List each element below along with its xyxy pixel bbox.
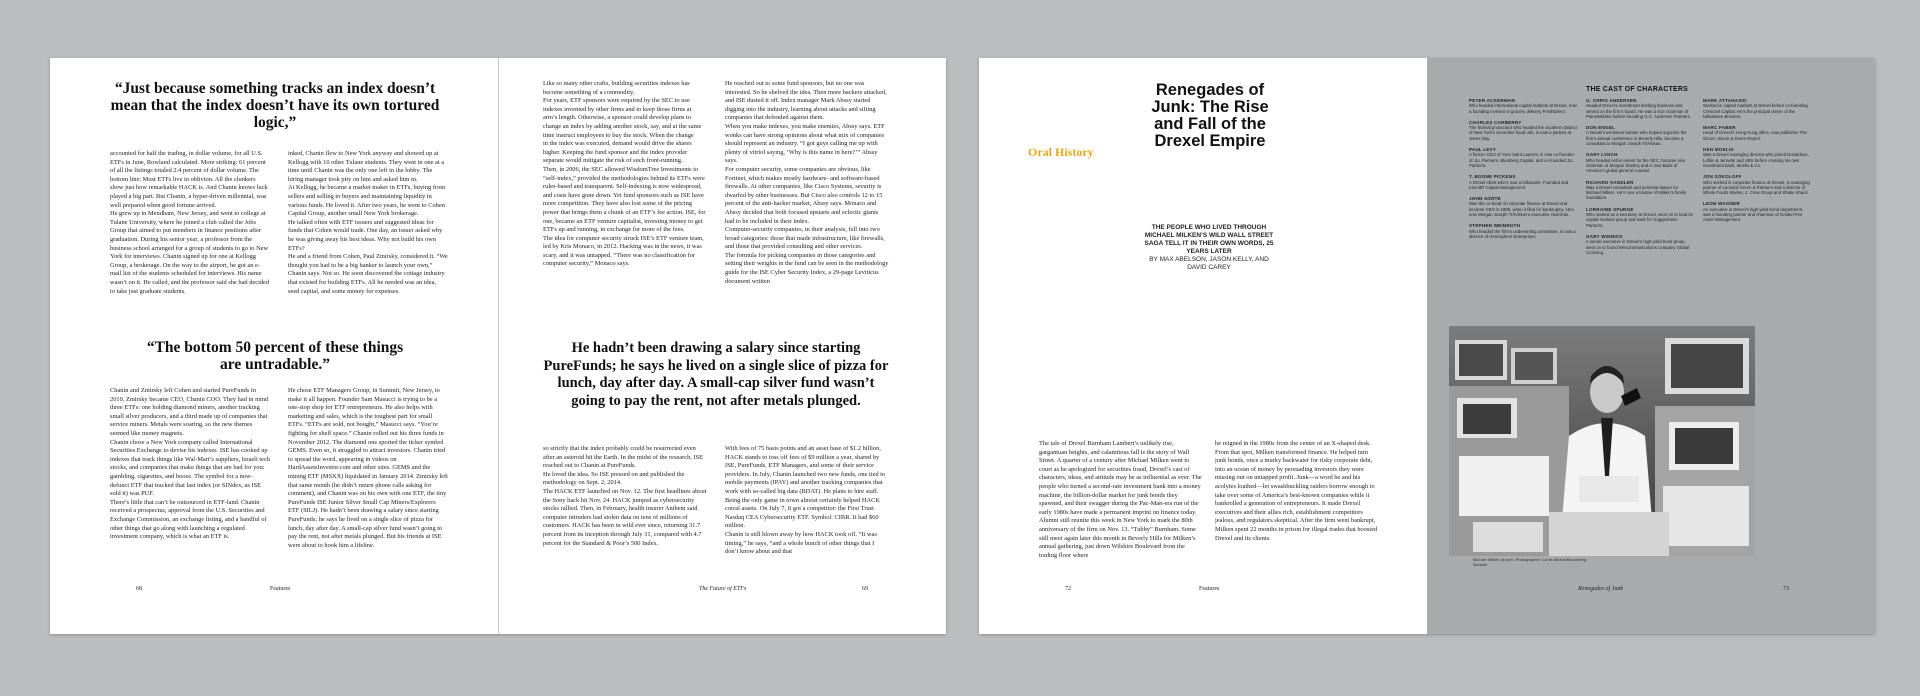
page-68 bbox=[50, 58, 498, 634]
body-column-2-top: inked, Chanin flew to New York anyway and showed up at Kellogg with 10 other Tulane students. They went in one at a time until Chanin was the only one left in the lobby. The hiring manager took pity on him and asked him in. At Kellogg, he became a market maker in ETFs, buying from sellers and selling to buyers and maintaining liquidity in various funds. He loved it. After two years, he went to Cohen Capital Group, another small New York brokerage. He talked often with ETF issuers and suggested ideas for funds that Cohen would trade. One day, an issuer asked why he was giving away his best ideas. Why not build his own ETFs? He and a friend from Cohen, Paul Zmirsky, considered it. “We thought you had to be a big banker to launch your own,” Chanin says. Not so. He soon discovered the cottage industry that existed for building ETFs. All he needed was an idea, seed capital, and some money for expenses. bbox=[288, 150, 448, 295]
pull-quote-untradable: “The bottom 50 percent of these things are untradable.” bbox=[146, 339, 404, 373]
cast-entry: MARC FABER Head of Drexel’s Hong Kong office, now publishes The Gloom, Boom & Doom Report. bbox=[1703, 125, 1807, 141]
cast-entry: GARY LYNCH Who headed enforcement for the SEC, became vice chairman of Morgan Stanley and is now Bank of America’s global general counsel. bbox=[1586, 152, 1686, 174]
byline: BY MAX ABELSON, JASON KELLY, AND DAVID CAREY bbox=[1149, 256, 1269, 271]
cast-entry: LEON WAGNER An executive in Drexel’s high-yield bond department, was a founding partner and chairman of GoldenTree Asset Management. bbox=[1703, 201, 1804, 223]
body-column-2-top: He reached out to some fund sponsors, but no one was interested. So he shelved the idea. Then more hackers attacked, and ISE dusted it off. Index manager Mark Abssy started digging into the industry, learning about attacks and sifting companies that defended against them. When you make indexes, you make enemies, Abssy says. ETF wonks can have strong opinions about what mix of companies should represent an industry. “I got guys calling me up with plenty of vitriol saying, ‘Why is this name in here?’” Abssy says. For computer security, some companies are obvious, like Fortinet, which makes mostly hardware- and software-based firewalls. At other companies, like Cisco Systems, security is dwarfed by other businesses. But Cisco also controls 12 to 15 percent of the anti-hacker market, Abssy says. Monaco and Abssy decided that both focused upstarts and eclectic giants had to be included in their index. Computer-security companies, in their analysis, fell into two broad categories: those that made infrastructure, like firewalls, and those that provided consulting and other services. The formula for picking companies in those categories and setting their weights in the fund can be seen in the methodology guide for the ISE Cyber Security Index, a 29-page Leviticus document written bbox=[725, 80, 889, 285]
body-column-1: The tale of Drexel Burnham Lambert’s unlikely rise, gargantuan heights, and calamitous fall is the story of Wall Street. A quarter of a century after Michael Milken went to court as he apologized for securities fraud, Drexel’s cast of characters, ideas, and attitude may be as influential as ever. The people who turned a second-rate investment bank into a money machine, the billion-dollar market for junk bonds they spawned, and their swagger during the Pac-Man-era run of the early 1980s have made a permanent imprint on finance today. Alumni still reunite this week in New York to mark the 80th anniversary of the firm on Nov. 13. “Tubby” Burnham. Some still meet again later this month in Beverly Hills for Milken’s annual gathering, just down Wilshire Boulevard from the trading floor where bbox=[1039, 440, 1202, 559]
page-69 bbox=[499, 58, 946, 634]
body-column-2-bottom: He chose ETF Managers Group, in Summit, New Jersey, to make it all happen. Founder Sam Masucci is trying to be a one-stop shop for ETF entrepreneurs. He also helps with marketing and sales, which is the toughest part for small ETFs. “ETFs are sold, not bought,” Masucci says. “You’re fighting for shelf space.” Chanin rolled out his three funds in November 2012. The diamond one sported the ticker symbol GEMS. Even so, it struggled to attract investors. Chanin tried to spread the word, appearing in videos on HardAssetsInvestor.com and other sites. GEMS and the mining ETF (MSXX) liquidated in January 2014. Zmirsky left that same month (he didn’t return phone calls asking for comment), and Chanin was on his own with one ETF, the tiny PureFunds ISE Junior Silver Small Cap Miners/Explorers ETF (SILJ). He hadn’t been drawing a salary since starting PureFunds; he says he lived on a single slice of pizza for lunch, day after day. A small-cap silver fund wasn’t going to pay the rent, not after metals plunged. But his friends at ISE were about to hook him a lifeline. bbox=[288, 387, 448, 549]
cast-entry: CHARLES CARBERRY The federal prosecutor who headed the Southern District of New York’s securities fraud unit, is now a partner at Jones Day. bbox=[1469, 119, 1577, 141]
body-column-1-bottom: so strictly that the index probably could be resurrected even after an asteroid hit the Earth. In the midst of the research, ISE reached out to Chanin at PureFunds. He loved the idea. So ISE pressed on and published the methodology on Sept. 2, 2014. The HACK ETF launched on Nov. 12. The first headlines about the Sony hack hit Nov. 24. HACK jumped as cybersecurity stocks rallied. Then, in February, health insurer Anthem said computer intruders had stolen data on tens of millions of customers. HACK has been in wild ever since, returning 31.7 percent from its inception through July 31, compared with 4.7 percent for the Standard & Poor’s 500 Index. bbox=[543, 445, 707, 547]
section-runner: Renegades of Junk bbox=[1578, 586, 1623, 592]
page-number: 73 bbox=[1783, 586, 1789, 592]
cast-heading: THE CAST OF CHARACTERS bbox=[1586, 86, 1689, 93]
magazine-spread-drexel bbox=[979, 58, 1875, 634]
cast-entry: GARY WINNICK A senior executive in Drexel’s high-yield bond group, went on to found telecommunications company Global Crossing. bbox=[1586, 233, 1690, 255]
cast-entry: JOHN SORTE Was the co-head of corporate finance at Drexel and became CEO in 1989, when it filed for bankruptcy. He’s now Morgan Joseph TriArtisan’s executive chairman. bbox=[1469, 196, 1575, 218]
cast-entry: KEN MOELIS Was a Drexel managing director who joined Donaldson, Lufkin & Jenrette and UBS before creating his own investment bank, Moelis & Co. bbox=[1703, 147, 1809, 168]
section-runner: Features bbox=[270, 586, 291, 592]
section-runner: The Future of ETFs bbox=[699, 586, 747, 592]
body-column-2: he reigned in the 1980s from the center of an X-shaped desk. From that spot, Milken transformed finance. He helped turn junk bonds, once a murky backwater for risky corporate debt, into an ocean of money by persuading investors they were missing out on untapped profit. Junk—a word he and his acolytes loathed—let swashbuckling raiders borrow enough to take over some of America’s best-known companies while it bankrolled a generation of entrepreneurs. It made Drexel executives and their allies rich, establishment competitors jealous, and regulators skeptical. After the firm went bankrupt, Milken spent 22 months in prison for illegal trades that boosted Drexel and its clients. bbox=[1215, 440, 1378, 542]
page-number: 72 bbox=[1065, 586, 1071, 592]
pull-quote-tortured-logic: “Just because something tracks an index doesn’t mean that the index doesn’t have its own tortured logic,” bbox=[110, 80, 440, 131]
page-number: 69 bbox=[862, 586, 868, 592]
page-number: 68 bbox=[136, 586, 142, 592]
article-title: Renegades of Junk: The Rise and Fall of the Drexel Empire bbox=[1151, 81, 1269, 150]
article-deck: THE PEOPLE WHO LIVED THROUGH MICHAEL MILKEN’S WILD WALL STREET SAGA TELL IT IN THEIR OWN WORDS, 25 YEARS LATER bbox=[1144, 224, 1274, 255]
cast-entry: RICHARD SANDLER Was a Drexel consultant and personal lawyer for Michael Milken. He’s now a trustee of Milken’s family foundation. bbox=[1586, 179, 1687, 201]
cast-column-2 bbox=[1586, 98, 1694, 261]
body-column-1-top: accounted for half the trading, in dollar volume, for all U.S. ETFs in June, Rowland calculated. More striking: 61 percent of all the listings totaled 2.4 percent of dollar volume. The bottom line: Most ETFs live in oblivion. All the clunkers show just how remarkable HACK is. And Chanin knows luck played a big part. But Chanin, a hyper-driven millennial, was well prepared when good fortune arrived. He grew up in Mendham, New Jersey, and went to college at Tulane University, where he joined a club called the Jobs Group that aimed to put members in finance positions after graduation. During his senior year, a professor from the business school arranged for a group of students to go to New York for interviews. Chanin signed up for one at Kellogg Group, a brokerage. On the way to the airport, he got an e-mail list of the students scheduled for interviews. His name wasn’t on it. He called, and the professor said she had decided to take just graduate students. bbox=[110, 150, 270, 295]
cast-entry: JON SOKOLOFF Who worked in corporate finance at Drexel, is managing partner of Leonard Green & Partners and a director of Whole Foods Market, J. Crew Group and Shake Shack. bbox=[1703, 174, 1810, 196]
cast-entry: STEPHEN WEINROTH Who headed the firm’s underwriting committee, is now a director of Hemisphere Enterprises. bbox=[1469, 223, 1576, 239]
section-runner: Features bbox=[1199, 586, 1220, 592]
photo-illustration bbox=[1449, 326, 1755, 556]
magazine-spread-etf bbox=[50, 58, 946, 634]
cast-entry: MARK ATTANASIO Worked in capital markets at Drexel before co-founding Crescent Capital. He’s the principal owner of the Milwaukee Brewers. bbox=[1703, 98, 1808, 119]
cast-entry: DON ENGEL A Drexel investment banker who helped organize the firm’s annual conference in Beverly Hills, became a consultant to Morgan Joseph TriArtisan. bbox=[1586, 125, 1687, 147]
milken-office-photo bbox=[1449, 326, 1755, 556]
photo-caption: Michael Milken at work. Photographer: Curtis Means/Bloomberg Markets bbox=[1473, 557, 1587, 567]
section-kicker: Oral History bbox=[1028, 145, 1094, 159]
body-column-2-bottom: With fees of 75 basis points and an asset base of $1.2 billion, HACK stands to toss off fees of $9 million a year, shared by ISE, PureFunds, ETF Managers, and some of their service providers. In July, Chanin launched two new funds, one tied to mobile payments (IPAY) and another tracking companies that work with so-called big data (BDAT). He plans to hire staff. Being the only game in town almost certainly helped HACK corral assets. On July 7, it got a competitor: the First Trust Nasdaq CEA Cybersecurity ETF. Symbol: CIBR. It had $60 million. Chanin is still blown away by how HACK took off. “It was timing,” he says, “and a whole bunch of other things that I don’t know about and that bbox=[725, 445, 886, 556]
cast-entry: G. CHRIS ANDERSEN Headed Drexel’s investment banking business and served on the firm’s board. He was a vice chairman of PaineWebber before founding G.C. Andersen Partners. bbox=[1586, 98, 1692, 119]
cast-entry: PAUL LEVY A former CEO of Yves Saint Laurent, is now co-founder of JLL Partners, Blumberg Capital, and co-founded JLL Partners. bbox=[1469, 147, 1575, 168]
body-column-1-bottom: Chanin and Zmirsky left Cohen and started PureFunds in 2010. Zmirsky became CEO, Chanin COO. They had in mind three ETFs: one holding diamond miners, another tracking small silver producers, and a third made up of companies that service miners. Metals were soaring, so the new themes seemed like money magnets. Chanin chose a New York company called International Securities Exchange to devise his indexes. ISE has cooked up indexes that track things like Wal-Mart’s suppliers, Israeli tech stocks, and companies that make things that are bad for you: gambling, cigarettes, and booze. The symbol for a now-defunct ETF that tracked that last index (or SINdex, as ISE sold it) was PUF. There’s little that can’t be outsourced in ETF-land. Chanin received a prospectus, approval from the U.S. Securities and Exchange Commission, an exchange listing, and a handful of other things that go along with launching a regulated investment company, which is what an ETF is. bbox=[110, 387, 270, 541]
cast-entry: PETER ACKERMAN Who headed international capital markets at Drexel, now a founding investor in grocery delivery FreshDirect. bbox=[1469, 98, 1577, 114]
page-72 bbox=[979, 58, 1427, 634]
cast-column-3 bbox=[1703, 98, 1811, 229]
body-column-1-top: Like so many other crafts, building securities indexes has become something of a commodity. For years, ETF sponsors were required by the SEC to use indexes invented by other firms and to keep those firms at arm’s length. Otherwise, a sponsor could develop plans to change an index by adding another stock, say, and at the same time instruct employees to buy the stock. When the change in the index was executed, demand would drive the shares higher. Keeping the fund sponsor and the index provider separate would mitigate the risk of such front-running. Then, in 2006, the SEC allowed WisdomTree Investments to “self-index,” provided the methodologies behind its ETFs were rules-based and transparent. Self-indexing is now widespread, and costs have gone down. Yet fund sponsors such as ISE have more competition. They have also lost some of the pricing power that brings them a chunk of an ETF’s fee action. ISE, for one, became an ETF venture capitalist, investing money to get ETFs up and running, in exchange for more of the fees. The idea for computer security struck ISE’s ETF venture team, led by Kris Monaco, in 2012. Hacking was in the news, it was scary, and it was untapped. “There was no classification for computer security,” Monaco says. bbox=[543, 80, 706, 268]
cast-column-1 bbox=[1469, 98, 1577, 245]
cast-entry: T. BOONE PICKENS A Drexel client who’s now a billionaire. Founded and runs BP Capital Management. bbox=[1469, 174, 1569, 190]
cast-entry: LORRAINE SPURGE Who started as a secretary at Drexel, went on to lead its capital markets group and work for Guggenheim Partners. bbox=[1586, 206, 1693, 228]
pull-quote-pizza: He hadn’t been drawing a salary since starting PureFunds; he says he lived on a single slice of pizza for lunch, day after day. A small-cap silver fund wasn’t going to pay the rent, not after metals plunged. bbox=[543, 340, 889, 409]
